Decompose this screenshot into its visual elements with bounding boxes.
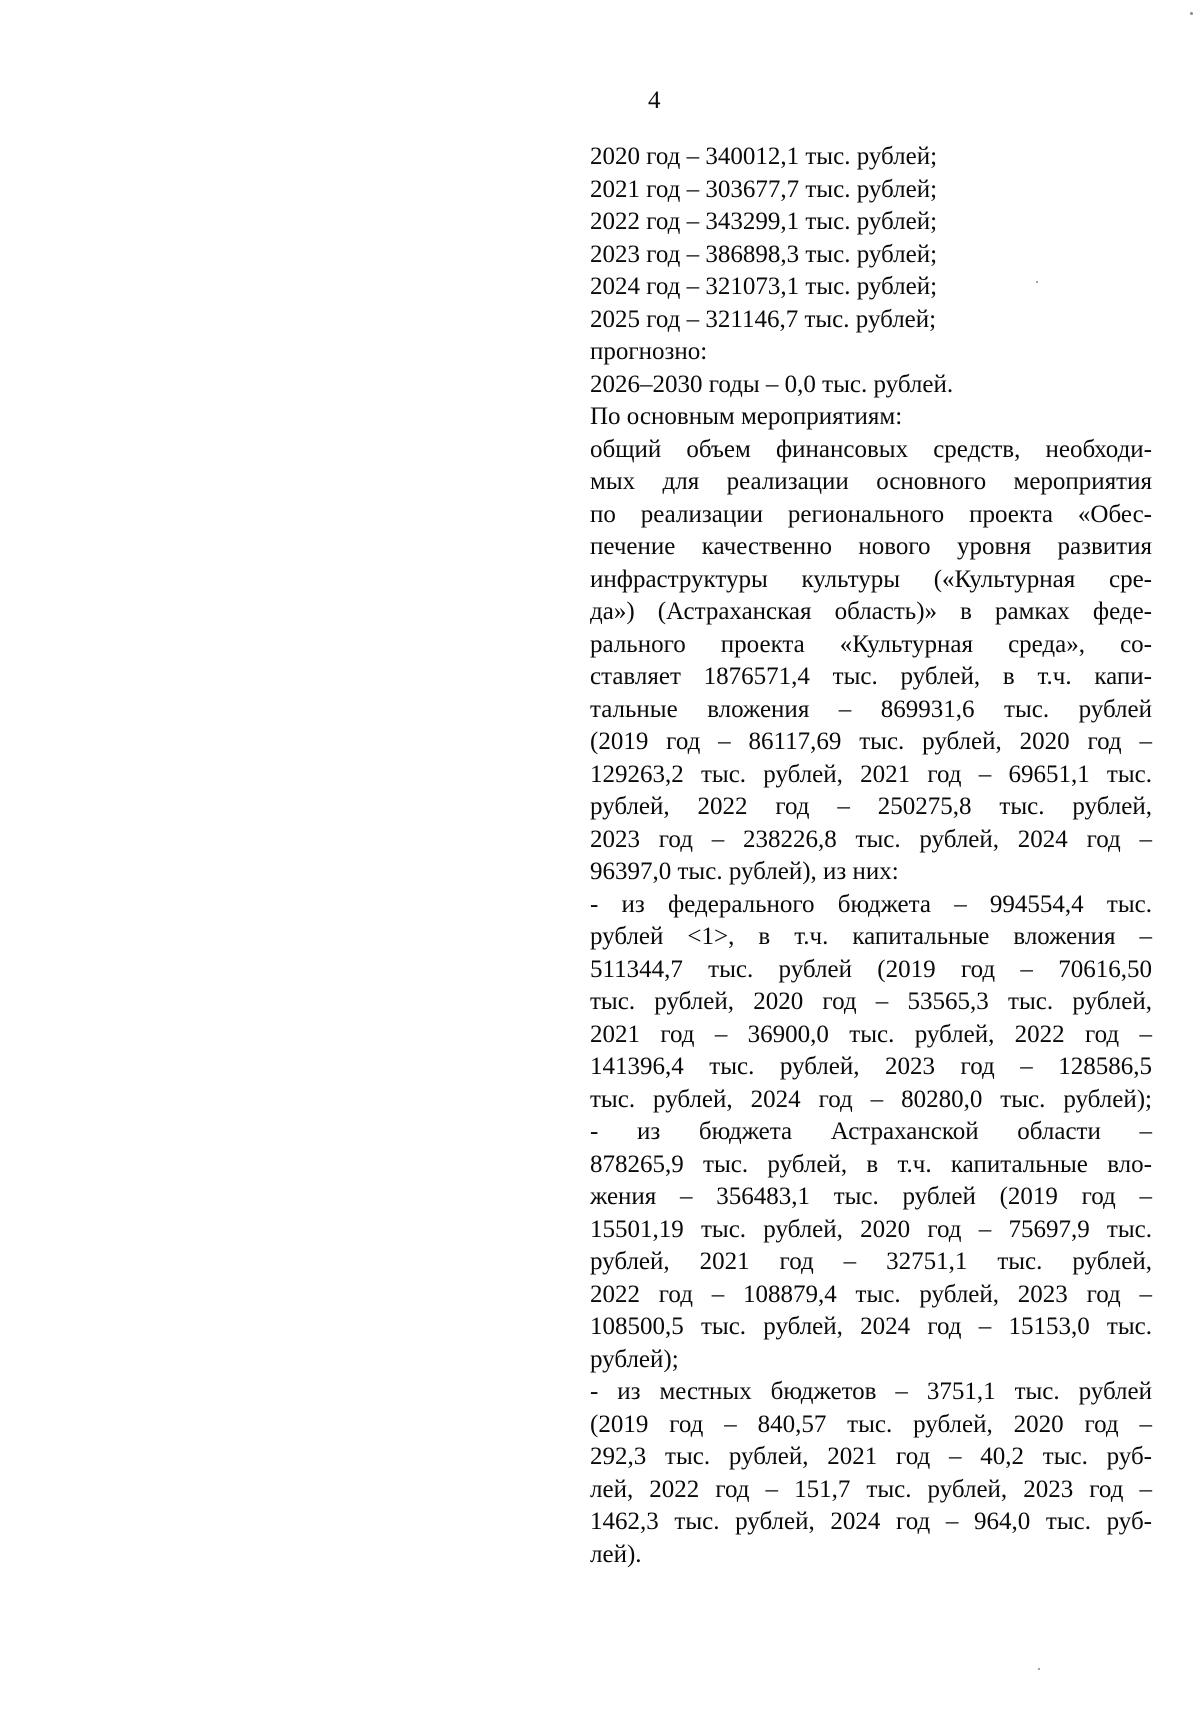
scan-speck [1036,281,1038,283]
text-line: жения – 356483,1 тыс. рублей (2019 год – [590,1183,1152,1210]
text-line: прогнозно: [590,338,708,365]
text-line: 2020 год – 340012,1 тыс. рублей; [590,143,938,170]
text-line: ставляет 1876571,4 тыс. рублей, в т.ч. капи- [590,663,1152,690]
text-line: да») (Астраханская область)» в рамках феде- [590,598,1152,625]
text-line: - из федерального бюджета – 994554,4 тыс. [590,890,1152,918]
scan-speck [1190,12,1193,15]
text-line: лей). [590,1540,642,1568]
text-line: 2024 год – 321073,1 тыс. рублей; [590,273,938,300]
text-line: тальные вложения – 869931,6 тыс. рублей [590,695,1152,723]
text-line: тыс. рублей, 2024 год – 80280,0 тыс. рублей); [590,1085,1152,1113]
text-line: рублей <1>, в т.ч. капитальные вложения – [590,923,1152,950]
text-line: лей, 2022 год – 151,7 тыс. рублей, 2023 год – [590,1475,1152,1503]
text-line: По основным мероприятиям: [590,403,903,430]
text-line: (2019 год – 86117,69 тыс. рублей, 2020 год – [590,728,1152,755]
text-line: 2022 год – 343299,1 тыс. рублей; [590,208,938,235]
text-line: 878265,9 тыс. рублей, в т.ч. капитальные вло- [590,1150,1152,1178]
text-line: 141396,4 тыс. рублей, 2023 год – 128586,5 [590,1053,1152,1080]
text-line: 2021 год – 303677,7 тыс. рублей; [590,175,938,203]
text-line: 2023 год – 238226,8 тыс. рублей, 2024 год – [590,825,1152,853]
text-line: (2019 год – 840,57 тыс. рублей, 2020 год – [590,1410,1152,1438]
text-line: 129263,2 тыс. рублей, 2021 год – 69651,1 тыс. [590,760,1152,788]
text-line: 2022 год – 108879,4 тыс. рублей, 2023 год – [590,1280,1152,1308]
scan-speck [1038,1668,1040,1670]
text-line: печение качественно нового уровня развития [590,533,1152,560]
text-line: рального проекта «Культурная среда», со- [590,630,1152,658]
text-line: - из местных бюджетов – 3751,1 тыс. рублей [590,1378,1152,1405]
text-line: мых для реализации основного мероприятия [590,468,1152,495]
text-line: - из бюджета Астраханской области – [590,1118,1152,1145]
text-line: рублей, 2021 год – 32751,1 тыс. рублей, [590,1248,1152,1275]
text-line: 2021 год – 36900,0 тыс. рублей, 2022 год – [590,1020,1152,1048]
text-line: общий объем финансовых средств, необходи- [590,435,1152,463]
text-line: 108500,5 тыс. рублей, 2024 год – 15153,0 тыс. [590,1313,1152,1340]
text-line: рублей); [590,1345,679,1373]
text-line: 2026–2030 годы – 0,0 тыс. рублей. [590,370,954,398]
document-body [590,141,1152,1571]
text-line: 2025 год – 321146,7 тыс. рублей; [590,305,937,333]
text-line: 292,3 тыс. рублей, 2021 год – 40,2 тыс. руб- [590,1443,1152,1470]
text-line: по реализации регионального проекта «Обес- [590,500,1152,528]
text-line: рублей, 2022 год – 250275,8 тыс. рублей, [590,793,1152,820]
text-line: 511344,7 тыс. рублей (2019 год – 70616,50 [590,955,1152,983]
page-number: 4 [648,87,661,114]
text-line: 96397,0 тыс. рублей), из них: [590,858,899,885]
text-line: инфраструктуры культуры («Культурная сре- [590,565,1152,593]
text-line: 1462,3 тыс. рублей, 2024 год – 964,0 тыс. руб- [590,1508,1152,1535]
text-line: 15501,19 тыс. рублей, 2020 год – 75697,9 тыс. [590,1215,1152,1243]
text-line: 2023 год – 386898,3 тыс. рублей; [590,240,938,268]
text-line: тыс. рублей, 2020 год – 53565,3 тыс. рублей, [590,988,1152,1015]
